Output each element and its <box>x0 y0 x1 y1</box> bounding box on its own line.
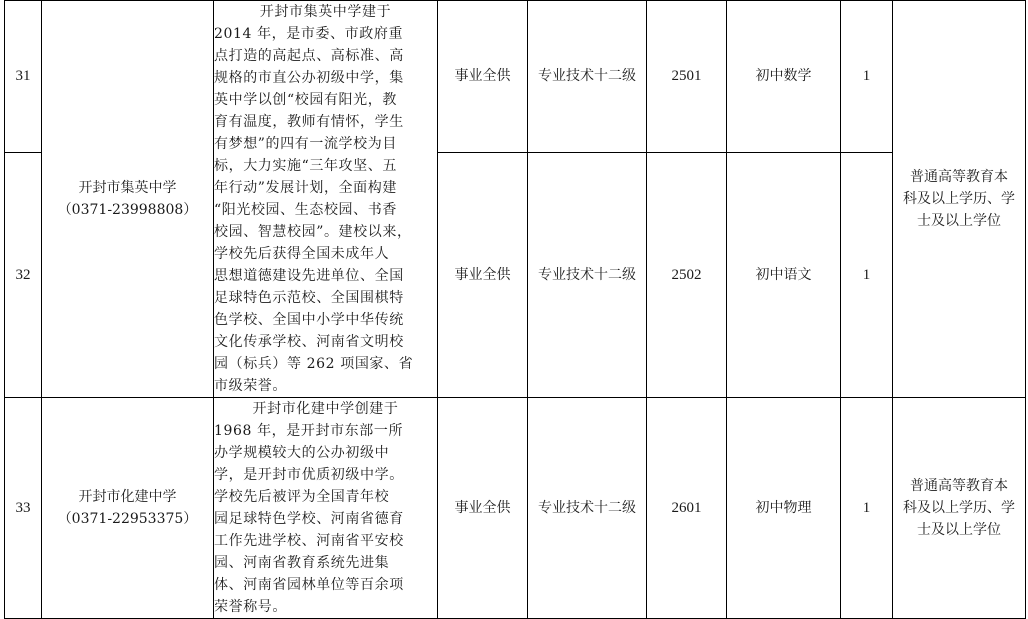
post-count: 1 <box>841 1 893 153</box>
intro-line: 英中学以创“校园有阳光，教 <box>214 92 397 108</box>
intro-line: 有梦想”的四有一流学校为目 <box>214 136 397 152</box>
edu-line: 普通高等教育本 <box>910 478 1008 494</box>
post-name: 初中语文 <box>727 152 841 397</box>
edu-line: 科及以上学历、学 <box>903 191 1015 207</box>
edu-line: 普通高等教育本 <box>910 169 1008 185</box>
post-count: 1 <box>841 152 893 397</box>
intro-line: 学，是开封市优质初级中学。 <box>214 467 404 483</box>
intro-line: 学校先后获得全国未成年人 <box>214 246 390 262</box>
post-level: 专业技术十二级 <box>528 152 647 397</box>
table-row <box>5 1 1026 153</box>
education-requirement <box>893 398 1026 619</box>
intro-line: 校园、智慧校园”。建校以来， <box>214 224 412 240</box>
funding-type: 事业全供 <box>438 398 528 619</box>
intro-line: “阳光校园、生态校园、书香 <box>214 202 397 218</box>
intro-line: 文化传承学校、河南省文明校 <box>214 334 404 350</box>
intro-line: 开封市化建中学创建于 <box>252 401 399 417</box>
post-name: 初中数学 <box>727 1 841 153</box>
intro-line: 思想道德建设先进单位、全国 <box>214 268 404 284</box>
intro-line: 2014 年，是市委、市政府重 <box>214 26 404 42</box>
intro-line: 足球特色示范校、全国围棋特 <box>214 290 404 306</box>
edu-line: 士及以上学位 <box>917 213 1001 229</box>
education-requirement <box>893 1 1026 398</box>
school-name: 开封市化建中学 <box>78 489 177 505</box>
intro-line: 体、河南省园林单位等百余项 <box>214 577 404 593</box>
row-number: 31 <box>5 1 42 153</box>
row-number: 33 <box>5 398 42 619</box>
post-count: 1 <box>841 398 893 619</box>
intro-line: 育有温度，教师有情怀，学生 <box>214 114 404 130</box>
intro-line: 开封市集英中学建于 <box>259 4 392 20</box>
edu-line: 士及以上学位 <box>917 522 1001 538</box>
intro-line: 市级荣誉。 <box>214 378 287 394</box>
edu-line: 科及以上学历、学 <box>903 500 1015 516</box>
school-name-cell <box>42 1 214 398</box>
intro-line: 园、河南省教育系统先进集 <box>214 555 390 571</box>
table-row <box>5 398 1026 619</box>
recruitment-table <box>4 0 1026 619</box>
post-name: 初中物理 <box>727 398 841 619</box>
row-number: 32 <box>5 152 42 397</box>
school-phone: （0371-22953375） <box>57 511 198 527</box>
post-code: 2601 <box>647 398 727 619</box>
intro-line: 色学校、全国中小学中华传统 <box>214 312 404 328</box>
intro-line: 办学规模较大的公办初级中 <box>214 445 390 461</box>
intro-line: 年行动”发展计划，全面构建 <box>214 180 397 196</box>
school-name: 开封市集英中学 <box>78 180 177 196</box>
intro-line: 规格的市直公办初级中学，集 <box>214 70 404 86</box>
intro-line: 学校先后被评为全国青年校 <box>214 489 390 505</box>
funding-type: 事业全供 <box>438 152 528 397</box>
intro-line: 点打造的高起点、高标准、高 <box>214 48 404 64</box>
school-name-cell <box>42 398 214 619</box>
school-phone: （0371-23998808） <box>57 202 198 218</box>
intro-line: 园足球特色学校、河南省德育 <box>214 511 404 527</box>
intro-line: 工作先进学校、河南省平安校 <box>214 533 404 549</box>
post-code: 2501 <box>647 1 727 153</box>
intro-line: 园（标兵）等 262 项国家、省 <box>214 356 414 372</box>
school-intro <box>214 398 438 619</box>
intro-line: 荣誉称号。 <box>214 599 287 615</box>
post-level: 专业技术十二级 <box>528 398 647 619</box>
post-code: 2502 <box>647 152 727 397</box>
intro-line: 标，大力实施“三年攻坚、五 <box>214 158 397 174</box>
school-intro <box>214 1 438 398</box>
funding-type: 事业全供 <box>438 1 528 153</box>
intro-line: 1968 年，是开封市东部一所 <box>214 423 404 439</box>
post-level: 专业技术十二级 <box>528 1 647 153</box>
